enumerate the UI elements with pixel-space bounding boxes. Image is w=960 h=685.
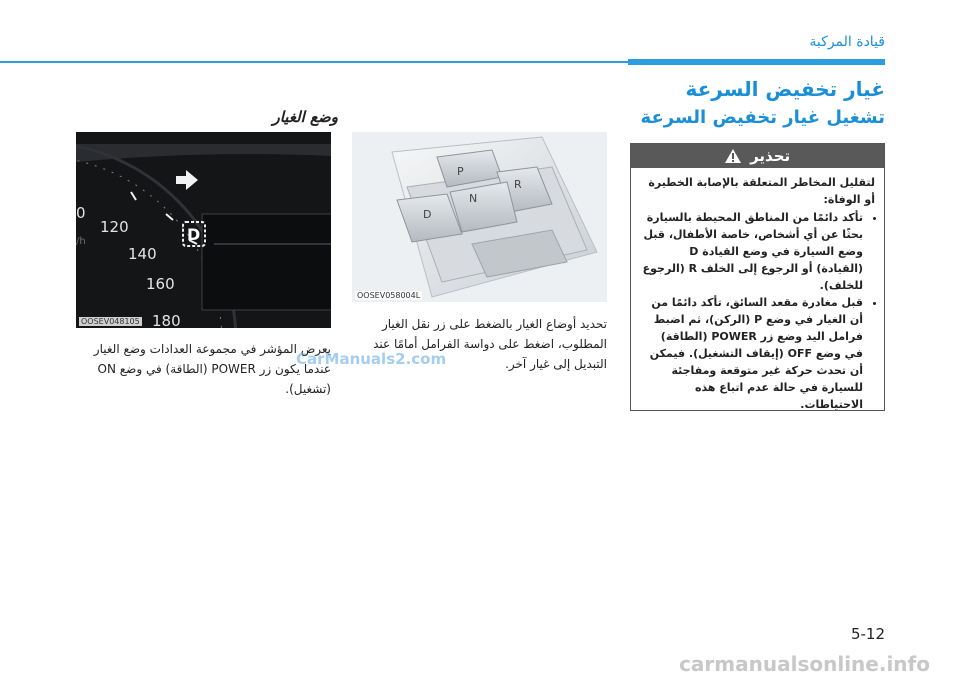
speed-label: 0	[76, 204, 86, 222]
gear-mode-label: وضع الغيار	[272, 108, 338, 126]
gear-indicator: D	[187, 225, 201, 244]
warning-header	[631, 144, 884, 168]
watermark: CarManuals2.com	[296, 350, 447, 368]
warning-triangle-icon	[725, 149, 741, 163]
shift-buttons-photo	[352, 132, 607, 302]
warning-bullet: • قبل مغادرة مقعد السائق، تأكد دائمًا من أن الغيار في وضع P (الركن)، ثم اضبط فرامل اليد وضع زر POWER (الطاقة) في وضع OFF (إيقاف التشغيل). فيمكن أن تحدث حركة غير متوقعة ومفاجئة للسيارة في حالة عدم اتباع هذه الاحتياطات.	[640, 294, 863, 413]
park-button-label: P	[457, 165, 464, 178]
figure-code: OOSEV048105	[81, 317, 140, 326]
warning-body	[631, 168, 884, 413]
footer-watermark: carmanualsonline.info	[679, 652, 930, 676]
drive-button-label: D	[423, 208, 432, 221]
cluster-illustration	[76, 132, 331, 328]
speed-label: 160	[146, 275, 175, 293]
neutral-button-label: N	[469, 192, 478, 205]
cluster-caption: يعرض المؤشر في مجموعة العدادات وضع الغيار عندما يكون زر POWER (الطاقة) في وضع ON (تشغيل).	[93, 342, 331, 396]
reverse-button-label: R	[514, 178, 522, 191]
instrument-cluster-photo	[76, 132, 331, 328]
speed-label: 140	[128, 245, 157, 263]
warning-list	[640, 209, 875, 413]
section-title: غيار تخفيض السرعة	[685, 77, 885, 101]
page-number: 5-12	[850, 625, 885, 643]
section-subtitle: تشغيل غيار تخفيض السرعة	[640, 107, 885, 128]
speed-label: 180	[152, 312, 181, 328]
shift-console-illustration	[352, 132, 607, 302]
warning-intro: لتقليل المخاطر المتعلقة بالإصابة الخطيرة أو الوفاة:	[648, 176, 875, 206]
speed-unit: /h	[76, 236, 86, 247]
chapter-title: قيادة المركبة	[809, 34, 885, 50]
warning-heading-text: تحذير	[750, 147, 791, 165]
shift-caption: تحديد أوضاع الغيار بالضغط على زر نقل الغيار المطلوب، اضغط على دواسة الفرامل أمامًا عند التبديل إلى غيار آخر.	[373, 317, 607, 371]
warning-box	[630, 143, 885, 411]
speed-label: 120	[100, 218, 129, 236]
header-rule-accent	[628, 59, 885, 65]
warning-bullet: • تأكد دائمًا من المناطق المحيطة بالسيارة بحثًا عن أي أشخاص، خاصة الأطفال، قبل وضع السيارة في وضع القيادة D (القيادة) أو الرجوع إلى الخلف R (الرجوع للخلف).	[640, 209, 863, 294]
figure-code: OOSEV058004L	[357, 291, 421, 300]
